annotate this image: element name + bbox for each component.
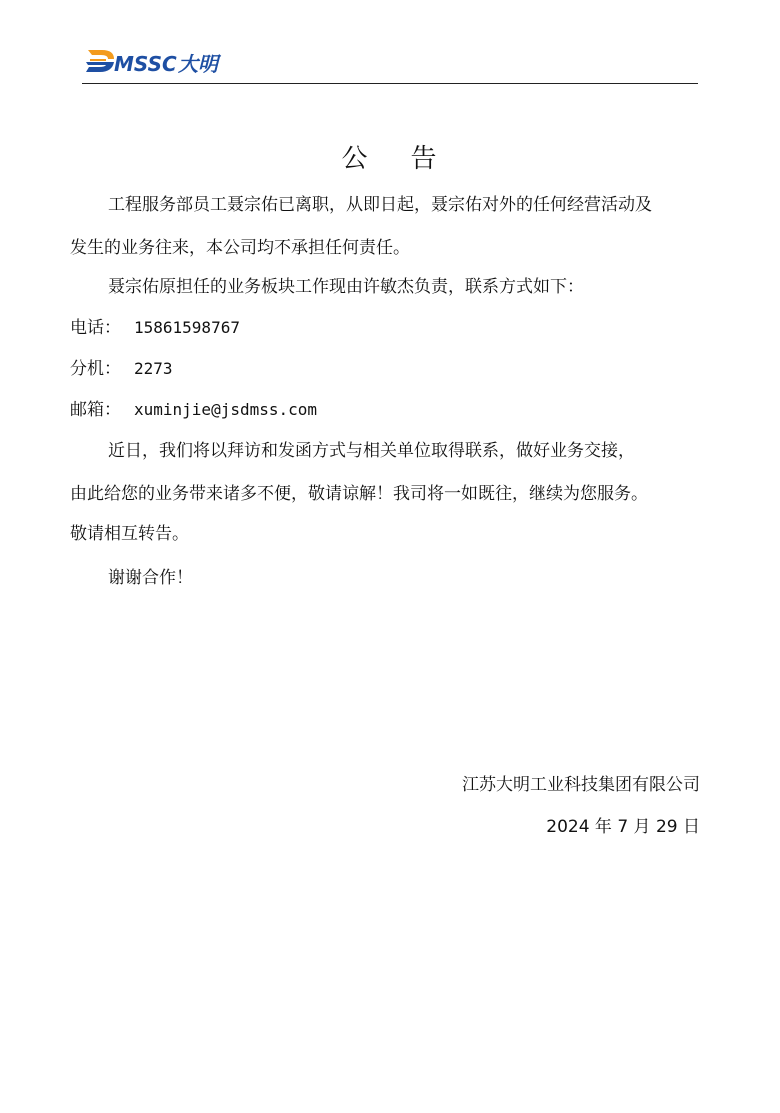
paragraph-1-line-2: 发生的业务往来，本公司均不承担任何责任。 — [70, 238, 410, 258]
email-value: xuminjie@jsdmss.com — [134, 400, 318, 419]
svg-text:MSSC: MSSC — [114, 52, 177, 76]
company-logo — [86, 46, 246, 76]
paragraph-2: 聂宗佑原担任的业务板块工作现由许敏杰负责，联系方式如下： — [108, 277, 584, 297]
paragraph-1-line-1: 工程服务部员工聂宗佑已离职，从即日起，聂宗佑对外的任何经营活动及 — [108, 195, 652, 215]
contact-email — [70, 395, 317, 420]
contact-phone — [70, 313, 240, 338]
svg-text:大明: 大明 — [178, 52, 218, 76]
extension-label: 分机： — [70, 359, 121, 379]
extension-value: 2273 — [134, 359, 173, 378]
header-divider — [82, 83, 698, 84]
paragraph-3-line-3: 敬请相互转告。 — [70, 524, 189, 544]
notice-date: 2024 年 7 月 29 日 — [546, 817, 700, 837]
company-signature: 江苏大明工业科技集团有限公司 — [462, 775, 700, 795]
contact-extension — [70, 354, 173, 379]
thanks-line: 谢谢合作！ — [108, 568, 193, 588]
phone-label: 电话： — [70, 318, 121, 338]
paragraph-3-line-1: 近日，我们将以拜访和发函方式与相关单位取得联系，做好业务交接， — [108, 441, 635, 461]
email-label: 邮箱： — [70, 400, 121, 420]
notice-title: 公 告 — [341, 144, 439, 174]
dmssc-logo-icon — [86, 46, 246, 76]
paragraph-3-line-2: 由此给您的业务带来诸多不便，敬请谅解！我司将一如既往，继续为您服务。 — [70, 484, 648, 504]
phone-value: 15861598767 — [134, 318, 240, 337]
